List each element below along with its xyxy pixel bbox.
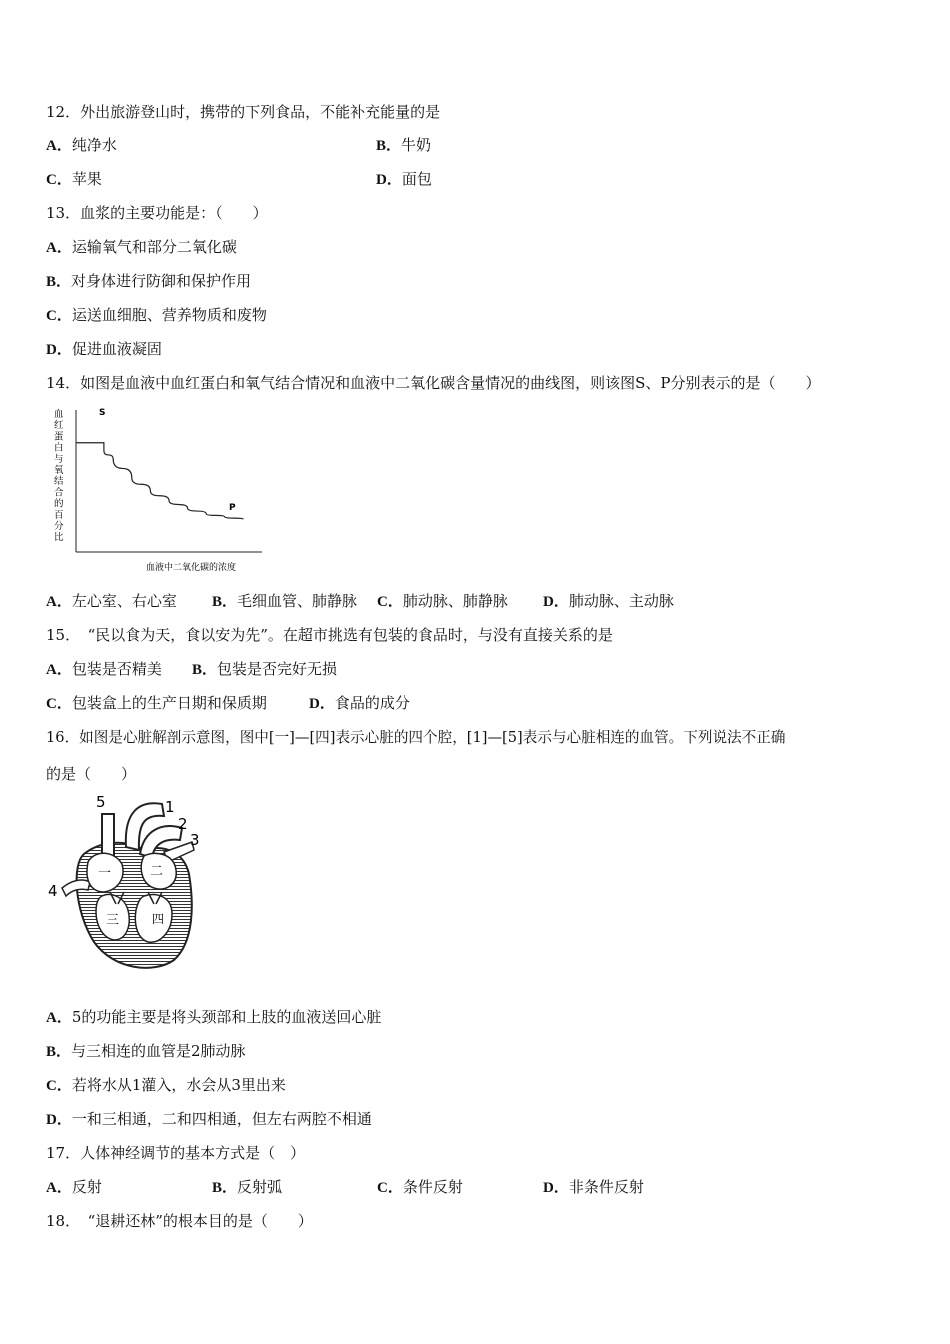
y-axis-label-char: 结 — [54, 476, 64, 488]
vessel-label-1: 1 — [165, 798, 175, 816]
q15-option-c[interactable] — [46, 693, 267, 714]
option-label: C． — [377, 1180, 403, 1196]
option-text: 若将水从1灌入，水会从3里出来 — [71, 1076, 286, 1094]
option-label: A． — [46, 1010, 72, 1026]
q14-stem: 14．如图是血液中血红蛋白和氧气结合情况和血液中二氧化碳含量情况的曲线图，则该图S、P分别表示的是（ ） — [46, 374, 821, 392]
y-axis-label-char: 的 — [54, 498, 64, 510]
option-text: 对身体进行防御和保护作用 — [71, 272, 252, 290]
q13-option-b[interactable] — [46, 271, 251, 292]
q17-stem: 17．人体神经调节的基本方式是（ ） — [46, 1144, 306, 1162]
y-axis-label-char: 蛋 — [54, 431, 64, 443]
q16-option-d[interactable] — [46, 1109, 372, 1130]
chamber-label-4: 四 — [152, 912, 165, 926]
q17-option-c[interactable] — [377, 1177, 463, 1198]
option-label: D． — [309, 696, 335, 712]
y-axis-label-char: 白 — [54, 442, 64, 454]
option-text: 肺动脉、肺静脉 — [402, 592, 508, 610]
q16-stem-line2: 的是（ ） — [46, 765, 137, 783]
q14-option-d[interactable] — [543, 591, 674, 612]
chamber-label-2: 二 — [150, 864, 164, 879]
option-label: D． — [543, 594, 569, 610]
point-s-label: S — [99, 408, 106, 418]
vessel-label-5: 5 — [96, 793, 106, 811]
option-text: 一和三相通，二和四相通，但左右两腔不相通 — [71, 1110, 372, 1128]
q13-option-d[interactable] — [46, 339, 162, 360]
option-text: 条件反射 — [402, 1178, 463, 1196]
option-label: A． — [46, 594, 72, 610]
option-label: C． — [377, 594, 403, 610]
q13-option-a[interactable] — [46, 237, 237, 258]
option-text: 反射弧 — [237, 1178, 283, 1196]
heart-diagram — [44, 792, 214, 974]
option-label: B． — [46, 274, 72, 290]
option-label: C． — [46, 308, 72, 324]
x-axis-label: 血液中二氧化碳的浓度 — [146, 563, 237, 573]
q12-option-a[interactable] — [46, 135, 117, 156]
option-label: C． — [46, 1078, 72, 1094]
option-label: D． — [543, 1180, 569, 1196]
y-axis-label — [54, 409, 64, 543]
option-text: 与三相连的血管是2肺动脉 — [71, 1042, 246, 1060]
q16-option-a[interactable] — [46, 1007, 381, 1028]
option-label: B． — [376, 138, 402, 154]
q16-option-b[interactable] — [46, 1041, 246, 1062]
q15-stem: 15． “民以食为天，食以安为先”。在超市挑选有包装的食品时，与没有直接关系的是 — [46, 626, 613, 644]
option-text: 左心室、右心室 — [71, 592, 177, 610]
y-axis-label-char: 与 — [54, 453, 64, 465]
option-label: C． — [46, 172, 72, 188]
y-axis-label-char: 血 — [54, 409, 64, 420]
q17-option-b[interactable] — [212, 1177, 282, 1198]
option-text: 包装是否完好无损 — [217, 660, 338, 678]
y-axis-label-char: 合 — [54, 487, 64, 499]
option-text: 包装盒上的生产日期和保质期 — [71, 694, 267, 712]
q14-option-c[interactable] — [377, 591, 508, 612]
y-axis-label-char: 分 — [54, 521, 64, 532]
co2-oxygen-chart — [46, 400, 276, 582]
option-label: C． — [46, 696, 72, 712]
q17-option-d[interactable] — [543, 1177, 644, 1198]
option-text: 纯净水 — [71, 136, 117, 154]
y-axis-label-char: 百 — [54, 509, 64, 521]
option-text: 食品的成分 — [334, 694, 410, 712]
q12-stem: 12．外出旅游登山时，携带的下列食品，不能补充能量的是 — [46, 103, 441, 121]
q12-option-b[interactable] — [376, 135, 431, 156]
q13-option-c[interactable] — [46, 305, 267, 326]
q15-option-b[interactable] — [192, 659, 337, 680]
option-label: D． — [46, 1112, 72, 1128]
option-label: D． — [376, 172, 402, 188]
option-label: B． — [212, 594, 238, 610]
chamber-label-1: 一 — [98, 866, 112, 881]
option-text: 毛细血管、肺静脉 — [237, 592, 358, 610]
option-text: 肺动脉、主动脉 — [568, 592, 674, 610]
option-text: 反射 — [71, 1178, 102, 1196]
option-label: A． — [46, 1180, 72, 1196]
option-text: 苹果 — [71, 170, 102, 188]
option-text: 面包 — [401, 170, 432, 188]
option-label: B． — [46, 1044, 72, 1060]
option-label: A． — [46, 240, 72, 256]
y-axis-label-char: 比 — [54, 532, 64, 544]
option-text: 运送血细胞、营养物质和废物 — [71, 306, 267, 324]
q12-option-c[interactable] — [46, 169, 102, 190]
vessel-label-3: 3 — [190, 831, 200, 849]
option-text: 运输氧气和部分二氧化碳 — [71, 238, 237, 256]
option-text: 非条件反射 — [568, 1178, 644, 1196]
vessel-label-4: 4 — [48, 882, 58, 900]
q14-option-b[interactable] — [212, 591, 357, 612]
q12-option-d[interactable] — [376, 169, 432, 190]
q15-option-a[interactable] — [46, 659, 162, 680]
q16-stem-line1: 16．如图是心脏解剖示意图，图中[一]—[四]表示心脏的四个腔，[1]—[5]表示与心脏相连的血管。下列说法不正确 — [46, 729, 786, 746]
option-text: 包装是否精美 — [71, 660, 162, 678]
option-text: 牛奶 — [401, 136, 432, 154]
option-text: 促进血液凝固 — [71, 340, 162, 358]
y-axis-label-char: 氧 — [54, 465, 64, 476]
q16-option-c[interactable] — [46, 1075, 286, 1096]
point-p-label: P — [229, 503, 236, 513]
oxygen-saturation-curve — [76, 443, 243, 519]
option-label: A． — [46, 138, 72, 154]
option-label: B． — [192, 662, 218, 678]
option-label: A． — [46, 662, 72, 678]
q13-stem: 13．血浆的主要功能是：（ ） — [46, 204, 268, 222]
option-label: B． — [212, 1180, 238, 1196]
option-text: 5的功能主要是将头颈部和上肢的血液送回心脏 — [71, 1008, 382, 1026]
chamber-label-3: 三 — [106, 913, 120, 928]
q18-stem: 18． “退耕还林”的根本目的是（ ） — [46, 1212, 313, 1230]
y-axis-label-char: 红 — [54, 420, 64, 432]
vessel-label-2: 2 — [178, 815, 188, 833]
q14-option-a[interactable] — [46, 591, 177, 612]
q15-option-d[interactable] — [309, 693, 410, 714]
q17-option-a[interactable] — [46, 1177, 102, 1198]
option-label: D． — [46, 342, 72, 358]
